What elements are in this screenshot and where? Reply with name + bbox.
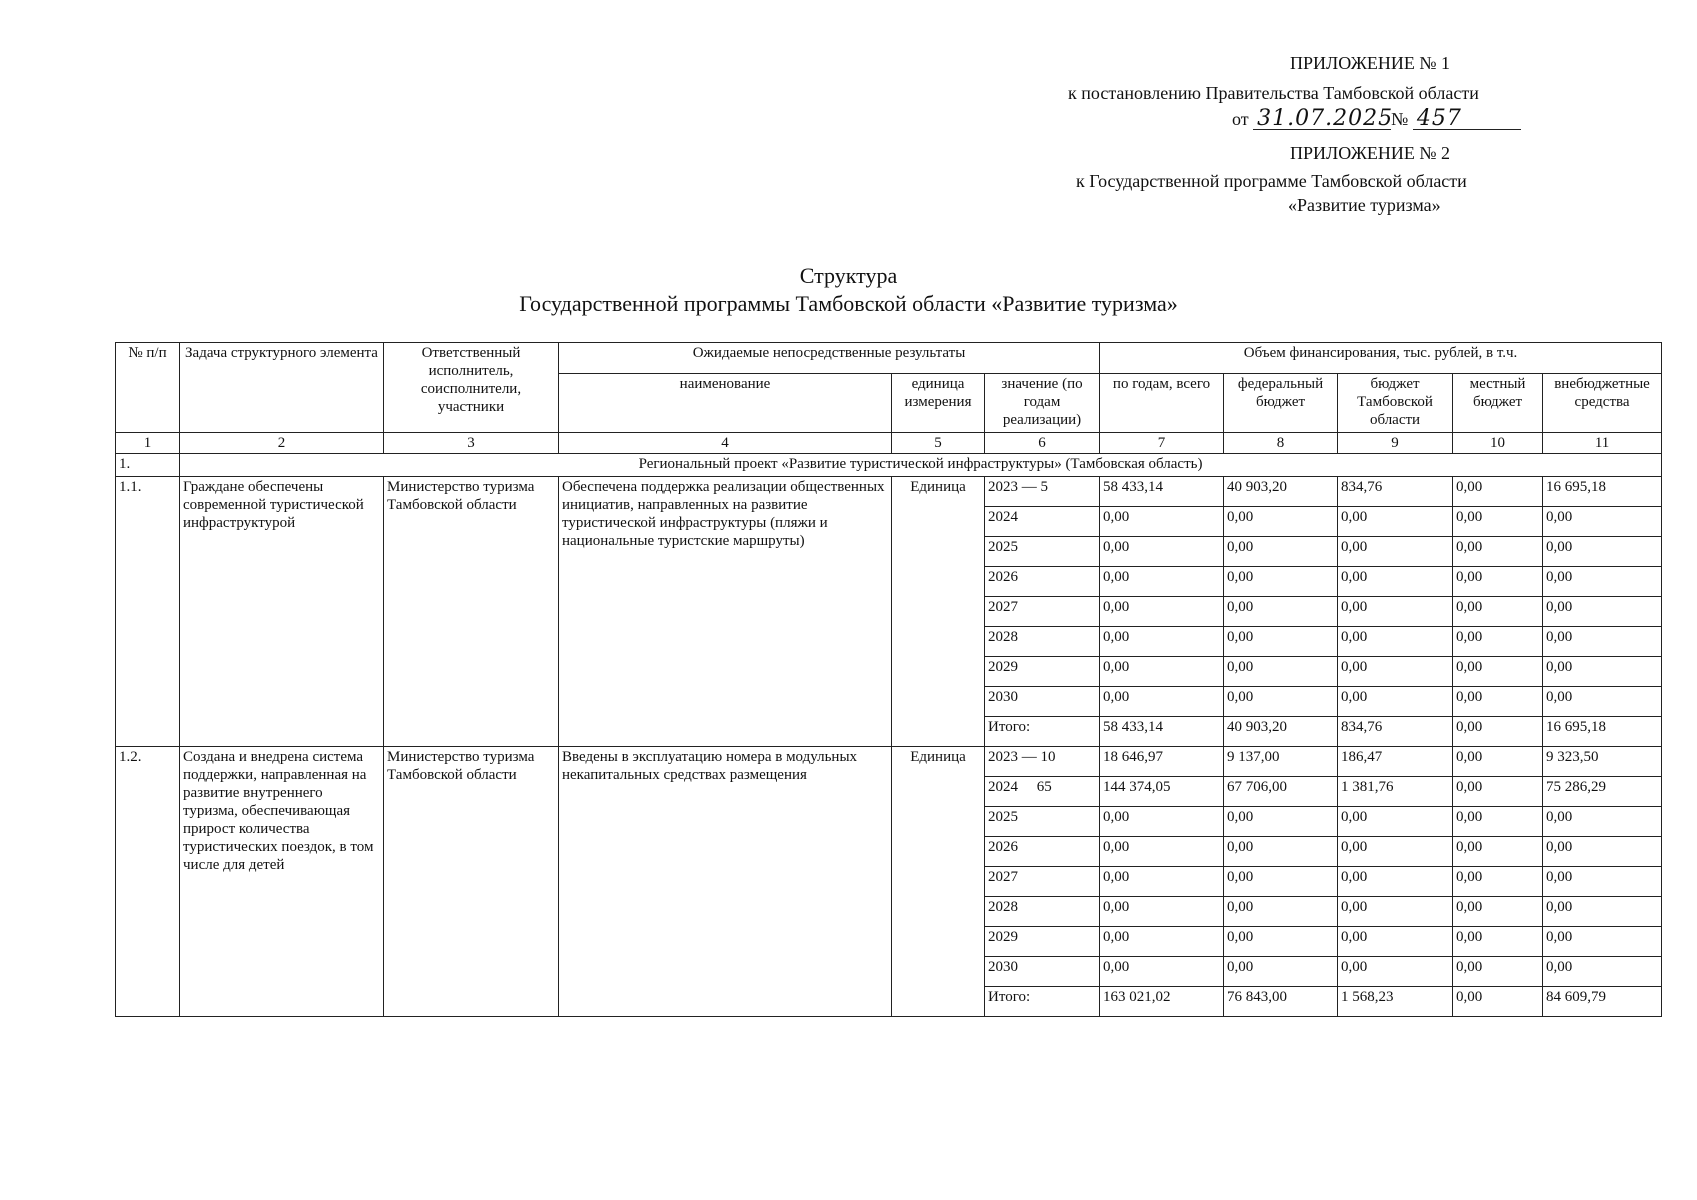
federal-cell: 0,00 [1224, 807, 1338, 837]
header-unit: единица измерения [892, 374, 985, 433]
local-cell: 0,00 [1453, 867, 1543, 897]
extra-cell: 0,00 [1543, 597, 1662, 627]
header-local: местный бюджет [1453, 374, 1543, 433]
header-task: Задача структурного элемента [180, 343, 384, 433]
extra-cell: 0,00 [1543, 507, 1662, 537]
local-cell: 0,00 [1453, 717, 1543, 747]
local-cell: 0,00 [1453, 837, 1543, 867]
regional-cell: 0,00 [1338, 657, 1453, 687]
local-cell: 0,00 [1453, 477, 1543, 507]
appendix-1-heading: ПРИЛОЖЕНИЕ № 1 [1290, 53, 1451, 73]
federal-cell: 0,00 [1224, 927, 1338, 957]
value-cell: 2028 [985, 897, 1100, 927]
document-title: Структура [799, 263, 898, 288]
local-cell: 0,00 [1453, 597, 1543, 627]
federal-cell: 0,00 [1224, 567, 1338, 597]
date-prefix: от [1232, 109, 1249, 129]
section-row [116, 454, 1662, 477]
value-cell: 2026 [985, 837, 1100, 867]
total-cell: 0,00 [1100, 627, 1224, 657]
local-cell: 0,00 [1453, 687, 1543, 717]
local-cell: 0,00 [1453, 567, 1543, 597]
column-number: 9 [1338, 433, 1453, 454]
value-cell: Итого: [985, 987, 1100, 1017]
value-cell: 2024 [985, 507, 1100, 537]
column-number: 2 [180, 433, 384, 454]
total-cell: 0,00 [1100, 657, 1224, 687]
total-cell: 18 646,97 [1100, 747, 1224, 777]
value-cell: 2026 [985, 567, 1100, 597]
table-row [116, 477, 1662, 507]
extra-cell: 16 695,18 [1543, 477, 1662, 507]
header-value: значение (по годам реализации) [985, 374, 1100, 433]
regional-cell: 0,00 [1338, 687, 1453, 717]
section-title: Региональный проект «Развитие туристической инфраструктуры» (Тамбовская область) [180, 454, 1662, 477]
total-cell: 58 433,14 [1100, 477, 1224, 507]
total-cell: 0,00 [1100, 687, 1224, 717]
program-structure-table [115, 342, 1662, 1017]
column-number: 11 [1543, 433, 1662, 454]
regional-cell: 0,00 [1338, 927, 1453, 957]
resolution-date-line [1232, 108, 1521, 130]
value-cell: 2024 65 [985, 777, 1100, 807]
regional-cell: 1 568,23 [1338, 987, 1453, 1017]
table-row [116, 747, 1662, 777]
item-result: Введены в эксплуатацию номера в модульных некапитальных средствах размещения [559, 747, 892, 1017]
extra-cell: 0,00 [1543, 807, 1662, 837]
value-cell: 2023 — 10 [985, 747, 1100, 777]
value-cell: 2027 [985, 597, 1100, 627]
federal-cell: 0,00 [1224, 657, 1338, 687]
item-result: Обеспечена поддержка реализации общественных инициатив, направленных на развитие туристической инфраструктуры (пляжи и национальные туристские маршруты) [559, 477, 892, 747]
total-cell: 0,00 [1100, 597, 1224, 627]
regional-cell: 0,00 [1338, 567, 1453, 597]
extra-cell: 0,00 [1543, 837, 1662, 867]
local-cell: 0,00 [1453, 957, 1543, 987]
item-executor: Министерство туризма Тамбовской области [384, 477, 559, 747]
value-cell: Итого: [985, 717, 1100, 747]
regional-cell: 0,00 [1338, 957, 1453, 987]
local-cell: 0,00 [1453, 777, 1543, 807]
extra-cell: 0,00 [1543, 957, 1662, 987]
regional-cell: 0,00 [1338, 867, 1453, 897]
appendix-2-heading: ПРИЛОЖЕНИЕ № 2 [1290, 143, 1451, 163]
local-cell: 0,00 [1453, 747, 1543, 777]
value-cell: 2030 [985, 957, 1100, 987]
regional-cell: 0,00 [1338, 597, 1453, 627]
value-cell: 2029 [985, 927, 1100, 957]
federal-cell: 0,00 [1224, 867, 1338, 897]
value-cell: 2025 [985, 537, 1100, 567]
item-task: Граждане обеспечены современной туристической инфраструктурой [180, 477, 384, 747]
federal-cell: 0,00 [1224, 897, 1338, 927]
total-cell: 0,00 [1100, 567, 1224, 597]
total-cell: 0,00 [1100, 807, 1224, 837]
item-unit: Единица [892, 747, 985, 1017]
total-cell: 0,00 [1100, 897, 1224, 927]
regional-cell: 834,76 [1338, 717, 1453, 747]
column-number: 4 [559, 433, 892, 454]
column-number: 5 [892, 433, 985, 454]
local-cell: 0,00 [1453, 507, 1543, 537]
column-number: 6 [985, 433, 1100, 454]
item-task: Создана и внедрена система поддержки, направленная на развитие внутреннего туризма, обеспечивающая прирост количества туристических поездок, в том числе для детей [180, 747, 384, 1017]
section-number: 1. [116, 454, 180, 477]
regional-cell: 0,00 [1338, 837, 1453, 867]
extra-cell: 9 323,50 [1543, 747, 1662, 777]
value-cell: 2025 [985, 807, 1100, 837]
program-reference: к Государственной программе Тамбовской области [1076, 171, 1467, 191]
federal-cell: 9 137,00 [1224, 747, 1338, 777]
total-cell: 58 433,14 [1100, 717, 1224, 747]
total-cell: 144 374,05 [1100, 777, 1224, 807]
federal-cell: 0,00 [1224, 537, 1338, 567]
column-number: 8 [1224, 433, 1338, 454]
regional-cell: 834,76 [1338, 477, 1453, 507]
column-number: 3 [384, 433, 559, 454]
federal-cell: 0,00 [1224, 957, 1338, 987]
federal-cell: 0,00 [1224, 597, 1338, 627]
local-cell: 0,00 [1453, 627, 1543, 657]
local-cell: 0,00 [1453, 927, 1543, 957]
handwritten-number: 457 [1413, 109, 1521, 130]
header-financing: Объем финансирования, тыс. рублей, в т.ч. [1100, 343, 1662, 374]
extra-cell: 16 695,18 [1543, 717, 1662, 747]
extra-cell: 0,00 [1543, 867, 1662, 897]
header-total: по годам, всего [1100, 374, 1224, 433]
extra-cell: 75 286,29 [1543, 777, 1662, 807]
header-federal: федеральный бюджет [1224, 374, 1338, 433]
header-executor: Ответственный исполнитель, соисполнители, участники [384, 343, 559, 433]
regional-cell: 0,00 [1338, 537, 1453, 567]
regional-cell: 0,00 [1338, 897, 1453, 927]
regional-cell: 1 381,76 [1338, 777, 1453, 807]
extra-cell: 0,00 [1543, 657, 1662, 687]
total-cell: 0,00 [1100, 957, 1224, 987]
total-cell: 0,00 [1100, 927, 1224, 957]
regional-cell: 0,00 [1338, 807, 1453, 837]
extra-cell: 0,00 [1543, 927, 1662, 957]
total-cell: 0,00 [1100, 867, 1224, 897]
local-cell: 0,00 [1453, 807, 1543, 837]
federal-cell: 0,00 [1224, 507, 1338, 537]
number-prefix: № [1391, 109, 1409, 129]
handwritten-date: 31.07.2025 [1253, 109, 1391, 130]
header-result-name: наименование [559, 374, 892, 433]
federal-cell: 67 706,00 [1224, 777, 1338, 807]
value-cell: 2027 [985, 867, 1100, 897]
header-regional: бюджет Тамбовской области [1338, 374, 1453, 433]
federal-cell: 40 903,20 [1224, 477, 1338, 507]
item-number: 1.1. [116, 477, 180, 747]
column-number: 10 [1453, 433, 1543, 454]
header-num: № п/п [116, 343, 180, 433]
extra-cell: 0,00 [1543, 567, 1662, 597]
total-cell: 0,00 [1100, 507, 1224, 537]
federal-cell: 0,00 [1224, 627, 1338, 657]
extra-cell: 84 609,79 [1543, 987, 1662, 1017]
value-cell: 2023 — 5 [985, 477, 1100, 507]
column-number: 7 [1100, 433, 1224, 454]
regional-cell: 0,00 [1338, 627, 1453, 657]
extra-cell: 0,00 [1543, 897, 1662, 927]
column-number: 1 [116, 433, 180, 454]
total-cell: 0,00 [1100, 537, 1224, 567]
document-subtitle: Государственной программы Тамбовской области «Развитие туризма» [519, 291, 1178, 316]
federal-cell: 0,00 [1224, 837, 1338, 867]
header-extra: внебюджетные средства [1543, 374, 1662, 433]
item-executor: Министерство туризма Тамбовской области [384, 747, 559, 1017]
value-cell: 2030 [985, 687, 1100, 717]
federal-cell: 40 903,20 [1224, 717, 1338, 747]
federal-cell: 76 843,00 [1224, 987, 1338, 1017]
local-cell: 0,00 [1453, 657, 1543, 687]
value-cell: 2029 [985, 657, 1100, 687]
item-number: 1.2. [116, 747, 180, 1017]
total-cell: 0,00 [1100, 837, 1224, 867]
total-cell: 163 021,02 [1100, 987, 1224, 1017]
extra-cell: 0,00 [1543, 687, 1662, 717]
local-cell: 0,00 [1453, 897, 1543, 927]
federal-cell: 0,00 [1224, 687, 1338, 717]
regional-cell: 0,00 [1338, 507, 1453, 537]
header-results: Ожидаемые непосредственные результаты [559, 343, 1100, 374]
local-cell: 0,00 [1453, 987, 1543, 1017]
resolution-reference: к постановлению Правительства Тамбовской области [1068, 83, 1479, 103]
extra-cell: 0,00 [1543, 627, 1662, 657]
program-name: «Развитие туризма» [1288, 195, 1441, 215]
extra-cell: 0,00 [1543, 537, 1662, 567]
value-cell: 2028 [985, 627, 1100, 657]
item-unit: Единица [892, 477, 985, 747]
local-cell: 0,00 [1453, 537, 1543, 567]
regional-cell: 186,47 [1338, 747, 1453, 777]
